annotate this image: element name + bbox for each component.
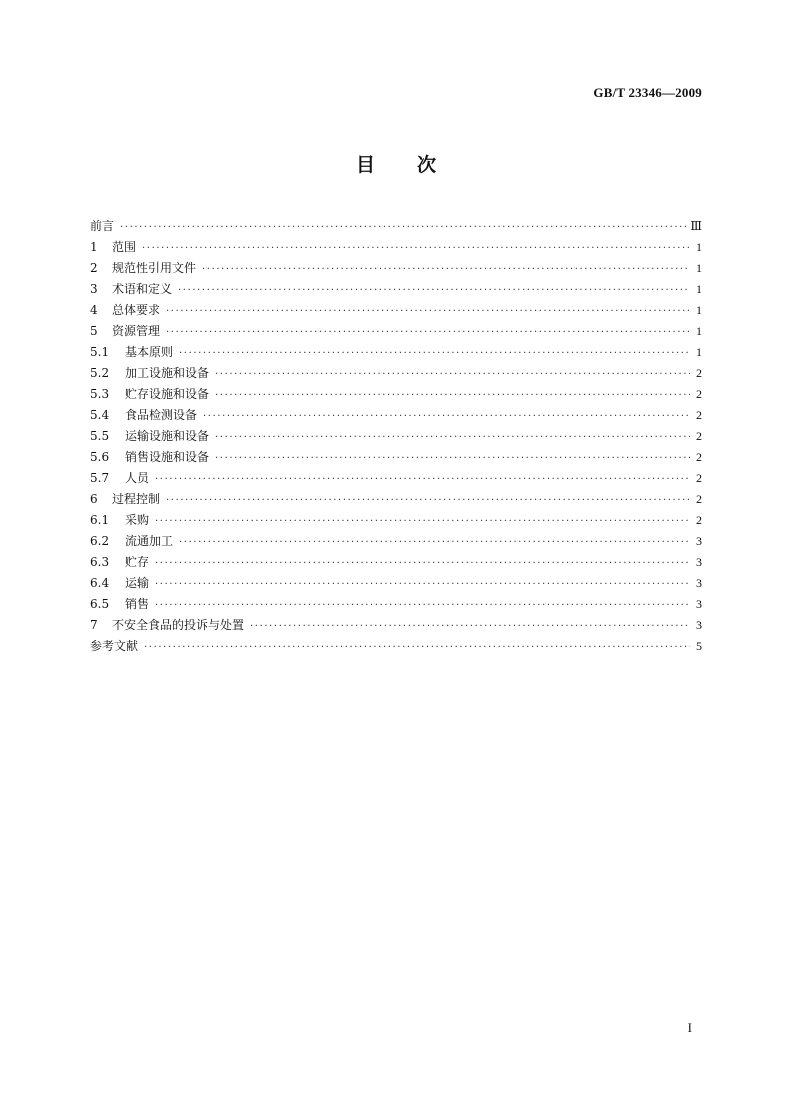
toc-entry-label: 流通加工 — [125, 534, 174, 548]
toc-entry-number: 2 — [90, 261, 98, 275]
toc-entry-label: 前言 — [90, 219, 115, 233]
toc-entry[interactable] — [90, 636, 702, 657]
toc-entry[interactable] — [90, 426, 702, 447]
toc-entry-page: 2 — [696, 492, 702, 506]
toc-entry[interactable] — [90, 216, 702, 237]
toc-entry[interactable] — [90, 468, 702, 489]
toc-entry[interactable] — [90, 237, 702, 258]
toc-entry[interactable] — [90, 594, 702, 615]
toc-entry-page: 5 — [696, 639, 702, 653]
toc-entry[interactable] — [90, 384, 702, 405]
toc-entry-label: 参考文献 — [90, 639, 139, 653]
toc-dot-leader — [203, 406, 690, 427]
toc-dot-leader — [215, 448, 690, 469]
toc-entry[interactable] — [90, 258, 702, 279]
toc-entry[interactable] — [90, 342, 702, 363]
toc-dot-leader — [155, 469, 690, 490]
toc-entry-label: 基本原则 — [125, 345, 174, 359]
standard-code: GB/T 23346—2009 — [593, 85, 702, 100]
toc-entry-number: 5.1 — [90, 345, 110, 359]
toc-dot-leader — [155, 553, 690, 574]
toc-dot-leader — [166, 322, 690, 343]
toc-entry[interactable] — [90, 279, 702, 300]
page-title — [0, 150, 792, 177]
toc-entry-label: 过程控制 — [112, 492, 161, 506]
toc-entry-page: 3 — [696, 534, 702, 548]
toc-entry-number: 7 — [90, 618, 98, 632]
toc-entry-page: 2 — [696, 450, 702, 464]
toc-entry-number: 6.1 — [90, 513, 110, 527]
toc-entry-number: 5.4 — [90, 408, 110, 422]
toc-dot-leader — [202, 259, 690, 280]
toc-entry-number: 5.5 — [90, 429, 110, 443]
toc-entry-number: 6.3 — [90, 555, 110, 569]
toc-entry-label: 资源管理 — [112, 324, 161, 338]
toc-entry-number: 5.7 — [90, 471, 110, 485]
toc-entry-label: 运输设施和设备 — [125, 429, 210, 443]
toc-entry-label: 运输 — [125, 576, 150, 590]
toc-entry-label: 采购 — [125, 513, 150, 527]
toc-entry-label: 贮存 — [125, 555, 150, 569]
toc-entry-page: 3 — [696, 618, 702, 632]
toc-entry-label: 食品检测设备 — [125, 408, 198, 422]
toc-entry-page: 3 — [696, 597, 702, 611]
toc-entry-page: 2 — [696, 387, 702, 401]
toc-entry-page: 2 — [696, 471, 702, 485]
toc-entry[interactable] — [90, 300, 702, 321]
toc-dot-leader — [215, 364, 690, 385]
toc-dot-leader — [155, 511, 690, 532]
toc-entry-number: 5.3 — [90, 387, 110, 401]
toc-dot-leader — [178, 280, 690, 301]
toc-entry-page: 1 — [696, 282, 702, 296]
toc-entry[interactable] — [90, 510, 702, 531]
toc-entry[interactable] — [90, 489, 702, 510]
toc-entry-number: 3 — [90, 282, 98, 296]
toc-entry-label: 销售设施和设备 — [125, 450, 210, 464]
toc-dot-leader — [215, 385, 690, 406]
toc-entry-page: 3 — [696, 555, 702, 569]
toc-dot-leader — [166, 490, 690, 511]
toc-entry-label: 范围 — [112, 240, 137, 254]
toc-entry-number: 5 — [90, 324, 98, 338]
title-char-2: 次 — [417, 154, 437, 176]
toc-entry-page: 3 — [696, 576, 702, 590]
toc-entry-page: 2 — [696, 366, 702, 380]
toc-entry[interactable] — [90, 405, 702, 426]
toc-dot-leader — [120, 217, 686, 238]
toc-entry-page: 1 — [696, 324, 702, 338]
toc-entry-label: 术语和定义 — [112, 282, 173, 296]
toc-entry-page: 2 — [696, 513, 702, 527]
toc-entry-label: 加工设施和设备 — [125, 366, 210, 380]
toc-entry-number: 1 — [90, 240, 98, 254]
page-number: I — [687, 1020, 692, 1035]
toc-entry-label: 总体要求 — [112, 303, 161, 317]
toc-entry-page: Ⅲ — [690, 219, 702, 233]
toc-entry-number: 4 — [90, 303, 98, 317]
toc-dot-leader — [166, 301, 690, 322]
toc-entry-label: 规范性引用文件 — [112, 261, 197, 275]
toc-entry-page: 1 — [696, 240, 702, 254]
toc-dot-leader — [142, 238, 690, 259]
toc-entry[interactable] — [90, 552, 702, 573]
toc-entry[interactable] — [90, 531, 702, 552]
toc-entry-label: 销售 — [125, 597, 150, 611]
toc-entry-label: 人员 — [125, 471, 150, 485]
toc-entry-label: 不安全食品的投诉与处置 — [112, 618, 245, 632]
toc-entry-page: 2 — [696, 408, 702, 422]
toc-dot-leader — [155, 595, 690, 616]
toc-entry-number: 6.5 — [90, 597, 110, 611]
table-of-contents — [90, 216, 702, 657]
toc-entry[interactable] — [90, 363, 702, 384]
toc-entry-number: 5.6 — [90, 450, 110, 464]
toc-entry-number: 6 — [90, 492, 98, 506]
toc-dot-leader — [155, 574, 690, 595]
toc-entry-page: 1 — [696, 261, 702, 275]
title-char-1: 目 — [355, 154, 375, 176]
toc-entry[interactable] — [90, 447, 702, 468]
toc-entry[interactable] — [90, 615, 702, 636]
toc-dot-leader — [179, 532, 690, 553]
toc-dot-leader — [144, 637, 690, 658]
toc-entry-label: 贮存设施和设备 — [125, 387, 210, 401]
toc-dot-leader — [250, 616, 690, 637]
toc-entry[interactable] — [90, 573, 702, 594]
toc-entry-number: 5.2 — [90, 366, 110, 380]
toc-entry-number: 6.2 — [90, 534, 110, 548]
toc-entry-number: 6.4 — [90, 576, 110, 590]
toc-dot-leader — [179, 343, 690, 364]
toc-entry-page: 2 — [696, 429, 702, 443]
toc-entry-page: 1 — [696, 345, 702, 359]
toc-entry[interactable] — [90, 321, 702, 342]
toc-dot-leader — [215, 427, 690, 448]
toc-entry-page: 1 — [696, 303, 702, 317]
